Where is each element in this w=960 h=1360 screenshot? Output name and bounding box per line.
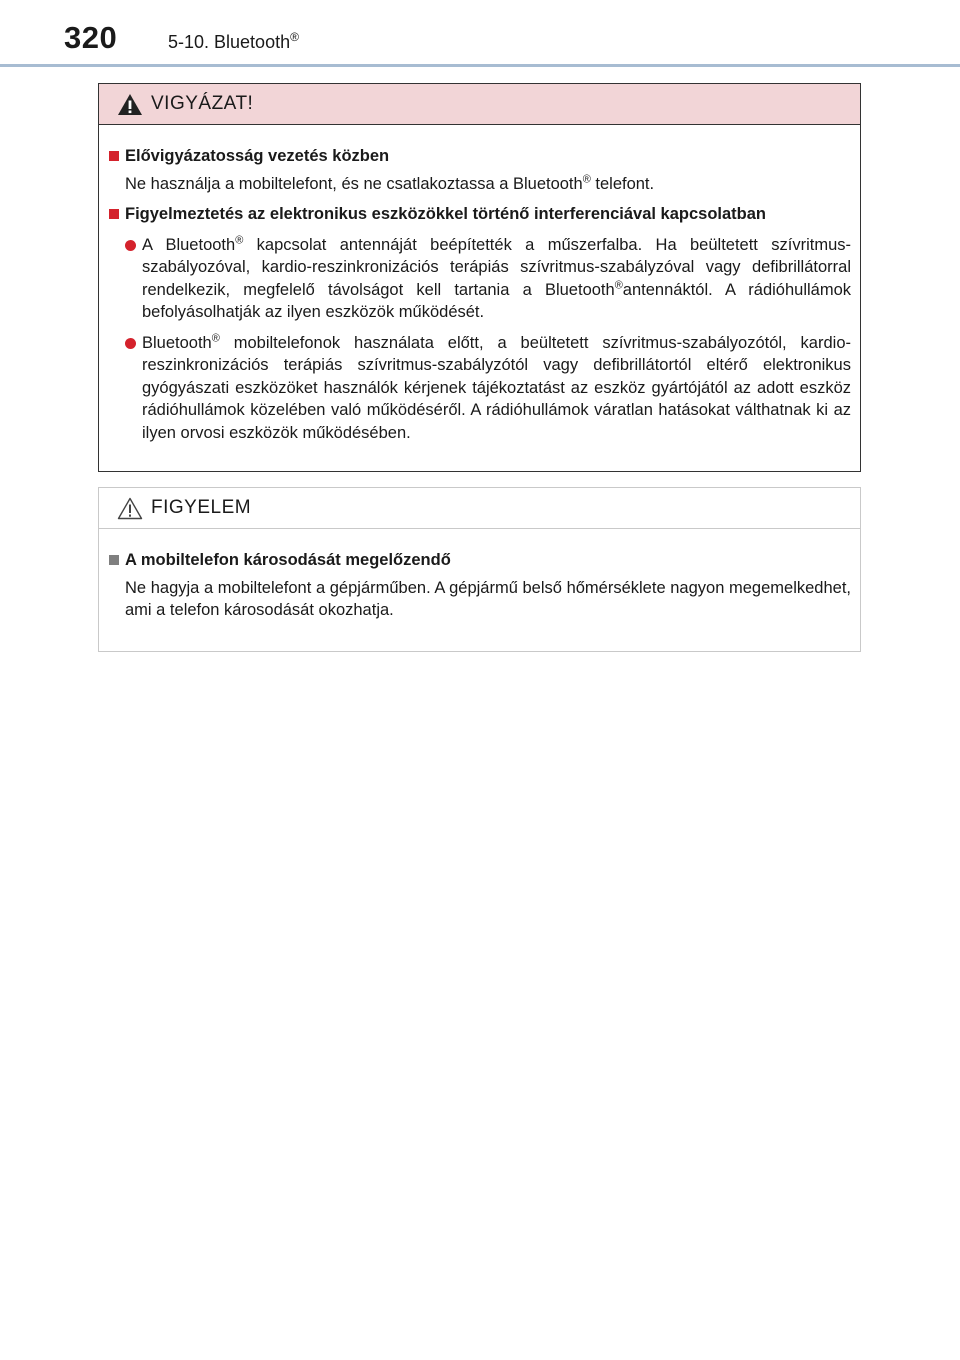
warning-box [98, 83, 861, 472]
notice-box-content [99, 529, 860, 622]
section-paragraph: Ne hagyja a mobiltelefont a gépjárműben. A gépjármű belső hőmérséklete nagyon megemelkedhet, ami a telefon károsodását okozhatja. [125, 578, 851, 619]
section-heading [109, 549, 851, 572]
section-title-text: 5-10. Bluetooth [168, 32, 291, 52]
section-heading-text: Elővigyázatosság vezetés közben [125, 147, 390, 165]
notice-box-header [99, 488, 860, 529]
registered-mark: ® [582, 173, 591, 185]
warning-triangle-icon [117, 93, 143, 116]
square-bullet-icon [109, 151, 119, 161]
header-rule [0, 64, 960, 67]
notice-box-title: FIGYELEM [151, 497, 252, 518]
list-item-text: A Bluetooth® kapcsolat antennáját beépítették a műszerfalba. Ha beültetett szívritmus-szabályozóval, kardio-reszinkronizációs terápiás szívritmus-szabályzóval vagy defibrillátorral rendelkezik, megfelelő távolságot kell tartania a Bluetooth®antennáktól. A rádióhullámok befolyásolhatják az ilyen eszközök működését. [142, 234, 852, 321]
square-bullet-icon [109, 209, 119, 219]
page-number: 320 [64, 20, 118, 55]
registered-mark: ® [290, 30, 299, 44]
warning-box-title: VIGYÁZAT! [151, 93, 254, 114]
registered-mark: ® [211, 332, 220, 344]
warning-box-content [99, 125, 860, 444]
registered-mark: ® [235, 234, 244, 246]
list-item-text: Bluetooth® mobiltelefonok használata előtt, a beültetett szívritmus-szabályozótól, kardio-reszinkronizációs terápiás szívritmus-szabályzótól vagy defibrillátortól eltérő elektronikus gyógyászati eszközöket használók kérjenek tájékoztatást az eszköz gyártójától az adott eszköz rádióhullámok közelében való működéséről. A rádióhullámok váratlan hatásokat válthatnak ki az ilyen orvosi eszközök működésében. [142, 332, 851, 442]
section-paragraph: Ne használja a mobiltelefont, és ne csatlakoztassa a Bluetooth® telefont. [125, 173, 655, 193]
caution-triangle-icon [117, 497, 143, 520]
circle-bullet-icon [125, 338, 136, 349]
warning-box-header [99, 84, 860, 125]
list-item [109, 234, 851, 324]
registered-mark: ® [614, 279, 623, 291]
page-header [0, 0, 960, 70]
section-heading-text: Figyelmeztetés az elektronikus eszközökkel történő interferenciával kapcsolatban [125, 205, 766, 223]
list-item [109, 332, 851, 445]
section-heading [109, 145, 851, 168]
section-title [168, 32, 299, 53]
section-heading [109, 203, 851, 226]
square-bullet-icon [109, 555, 119, 565]
notice-box [98, 487, 861, 652]
section-heading-text: A mobiltelefon károsodását megelőzendő [125, 551, 451, 569]
circle-bullet-icon [125, 240, 136, 251]
